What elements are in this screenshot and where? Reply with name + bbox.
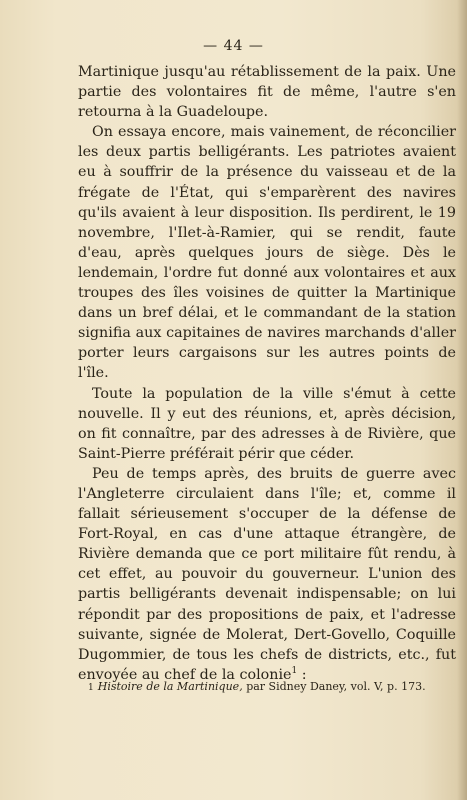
footnote-reference: 1: [291, 666, 298, 677]
paragraph: Toute la population de la ville s'émut à cette nouvelle. Il y eut des réunions, et, après décision, on fit connaître, par des adresses à de Rivière, que Saint-Pierre préférait périr que céder.: [78, 385, 456, 462]
page-edge-shadow: [457, 0, 467, 800]
paragraph: On essaya encore, mais vainement, de réconcilier les deux partis belligérants. Les patriotes avaient eu à souffrir de la présence du vaisseau et de la frégate de l'État, qui s'emparèrent des navires qu'ils avaient à leur disposition. Ils perdirent, le 19 novembre, l'Ilet-à-Ramier, qui se rendit, faute d'eau, après quelques jours de siège. Dès le lendemain, l'ordre fut donné aux volontaires et aux troupes des îles voisines de quitter la Martinique dans un bref délai, et le commandant de la station signifia aux capitaines de navires marchands d'aller porter leurs cargaisons sur les autres points de l'île.: [78, 124, 456, 382]
paragraph-continuation: Martinique jusqu'au rétablissement de la paix. Une partie des volontaires fit de même, l'autre s'en retourna à la Guadeloupe.: [78, 64, 456, 121]
paragraph-ending: :: [297, 666, 307, 683]
footnote-citation: par Sidney Daney, vol. V, p. 173.: [242, 680, 426, 693]
paragraph-text: Peu de temps après, des bruits de guerre avec l'Angleterre circulaient dans l'île; et, comme il fallait sérieusement s'occuper de la défense de Fort-Royal, en cas d'une attaque étrangère, de Rivière demanda que ce port militaire fût rendu, à cet effet, au pouvoir du gouverneur. L'union des partis belligérants devenait indispensable; on lui répondit par des propositions de paix, et l'adresse suivante, signée de Molerat, Dert-Govello, Coquille Dugommier, de tous les chefs de districts, etc., fut envoyée au chef de la colonie: [78, 465, 456, 683]
footnote-title: Histoire de la Martinique,: [97, 680, 243, 693]
body-text: [78, 62, 456, 685]
paragraph: [78, 464, 456, 685]
footnote: [88, 680, 448, 695]
page-number-header: — 44 —: [203, 38, 264, 54]
footnote-number: 1: [88, 683, 94, 693]
